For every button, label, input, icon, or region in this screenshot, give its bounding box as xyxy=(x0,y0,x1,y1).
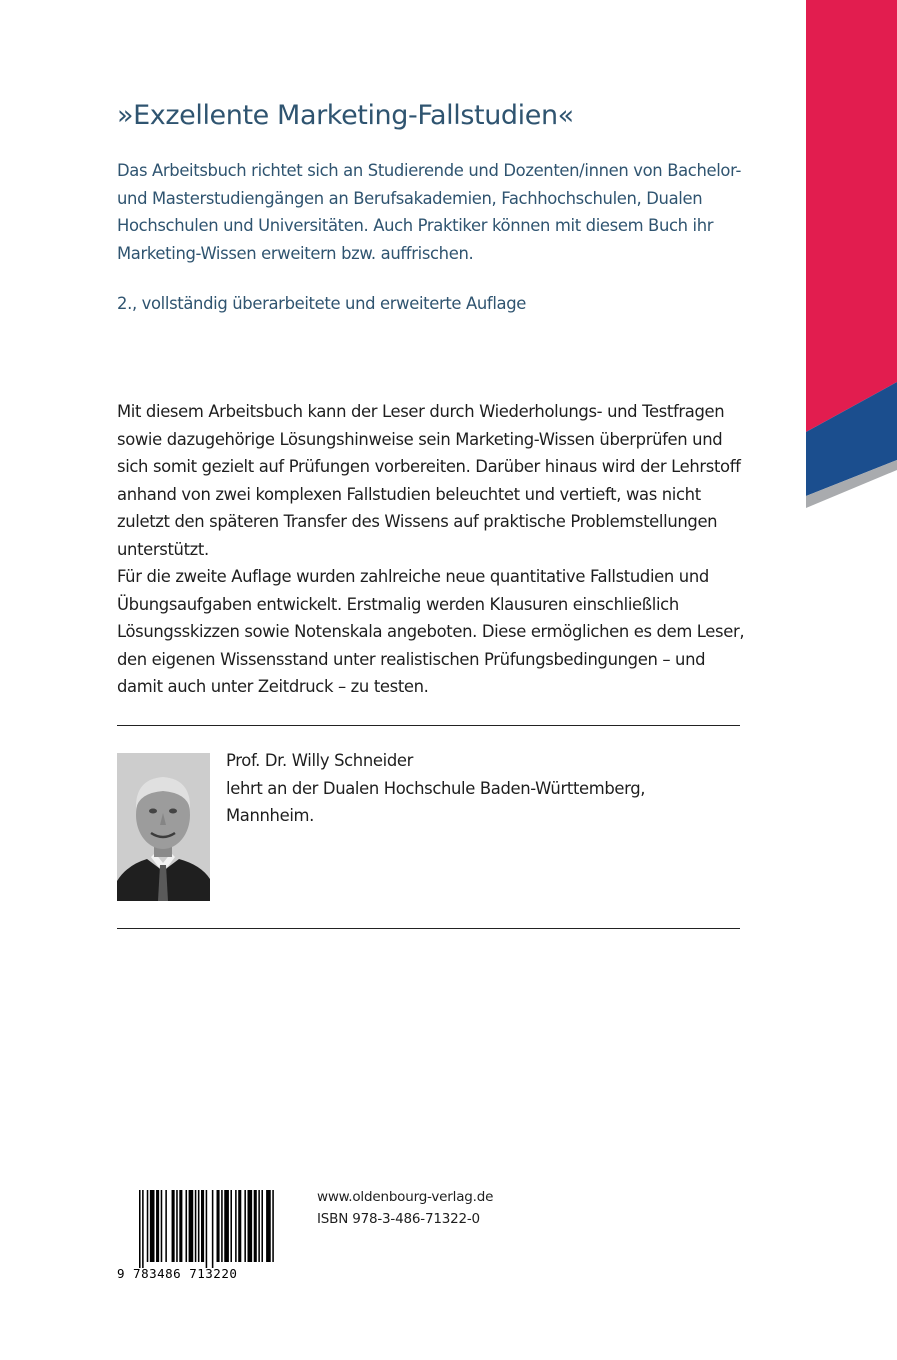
barcode-digits: 9 783486 713220 xyxy=(117,1266,238,1281)
description-line: sich somit gezielt auf Prüfungen vorbereiten. Darüber hinaus wird der Lehrstoff xyxy=(117,457,741,476)
intro-line: Hochschulen und Universitäten. Auch Praktiker können mit diesem Buch ihr xyxy=(117,216,714,235)
intro-line: und Masterstudiengängen an Berufsakademien, Fachhochschulen, Dualen xyxy=(117,188,703,208)
author-name: Prof. Dr. Willy Schneider xyxy=(226,751,413,770)
barcode-bar xyxy=(195,1190,197,1262)
barcode-bar xyxy=(139,1190,141,1268)
cover-accent-stripes xyxy=(806,0,897,510)
barcode-bar xyxy=(266,1190,271,1262)
barcode-bar xyxy=(172,1190,175,1262)
barcode-bar xyxy=(206,1190,208,1268)
publisher-info xyxy=(317,1186,617,1230)
barcode-bar xyxy=(244,1190,246,1262)
description-line: sowie dazugehörige Lösungshinweise sein Marketing-Wissen überprüfen und xyxy=(117,429,723,449)
barcode-bar xyxy=(217,1190,220,1262)
isbn-number: ISBN 978-3-486-71322-0 xyxy=(317,1211,480,1227)
barcode-bar xyxy=(224,1190,229,1262)
divider-bottom xyxy=(117,928,740,929)
intro-line: Marketing-Wissen erweitern bzw. auffrischen. xyxy=(117,243,474,263)
barcode-bar xyxy=(261,1190,263,1262)
barcode-bar xyxy=(230,1190,232,1262)
description-line: Für die zweite Auflage wurden zahlreiche neue quantitative Fallstudien und xyxy=(117,567,709,586)
barcode-bar xyxy=(248,1190,253,1262)
barcode-bar xyxy=(198,1190,200,1262)
barcode-bar xyxy=(189,1190,194,1262)
barcode-bar xyxy=(186,1190,188,1262)
intro-paragraph xyxy=(117,157,797,267)
description-line: damit auch unter Zeitdruck – zu testen. xyxy=(117,677,429,696)
barcode-bar xyxy=(176,1190,178,1262)
edition-note: 2., vollständig überarbeitete und erweiterte Auflage xyxy=(117,294,527,313)
description-line: zuletzt den späteren Transfer des Wissens auf praktische Problemstellungen xyxy=(117,512,718,531)
barcode-bar xyxy=(142,1190,144,1268)
barcode-bar xyxy=(201,1190,204,1262)
barcode-bar xyxy=(147,1190,149,1262)
barcode-bar xyxy=(165,1190,167,1262)
book-tagline: »Exzellente Marketing-Fallstudien« xyxy=(117,100,574,131)
description-paragraph xyxy=(117,398,807,701)
barcode-bar xyxy=(179,1190,182,1262)
barcode-bar xyxy=(272,1190,274,1262)
publisher-website: www.oldenbourg-verlag.de xyxy=(317,1189,494,1205)
description-line: anhand von zwei komplexen Fallstudien beleuchtet und vertieft, was nicht xyxy=(117,484,701,504)
author-affiliation-line: Mannheim. xyxy=(226,806,315,825)
author-affiliation-line: lehrt an der Dualen Hochschule Baden-Württemberg, xyxy=(226,778,646,798)
barcode-bar xyxy=(156,1190,159,1262)
barcode-bar xyxy=(221,1190,223,1262)
description-line: unterstützt. xyxy=(117,539,209,559)
barcode-bar xyxy=(212,1190,214,1268)
intro-line: Das Arbeitsbuch richtet sich an Studierende und Dozenten/innen von Bachelor- xyxy=(117,161,742,180)
description-line: Mit diesem Arbeitsbuch kann der Leser durch Wiederholungs- und Testfragen xyxy=(117,402,725,421)
barcode-bar xyxy=(235,1190,237,1262)
author-photo xyxy=(117,753,210,901)
barcode-bar xyxy=(238,1190,241,1262)
description-line: den eigenen Wissensstand unter realistischen Prüfungsbedingungen – und xyxy=(117,649,706,669)
barcode-bar xyxy=(161,1190,163,1262)
barcode-bar xyxy=(254,1190,257,1262)
author-info xyxy=(226,747,746,830)
description-line: Übungsaufgaben entwickelt. Erstmalig werden Klausuren einschließlich xyxy=(117,594,679,614)
divider-top xyxy=(117,725,740,726)
barcode-bar xyxy=(258,1190,260,1262)
description-line: Lösungsskizzen sowie Notenskala angeboten. Diese ermöglichen es dem Leser, xyxy=(117,622,745,641)
barcode-bar xyxy=(150,1190,155,1262)
